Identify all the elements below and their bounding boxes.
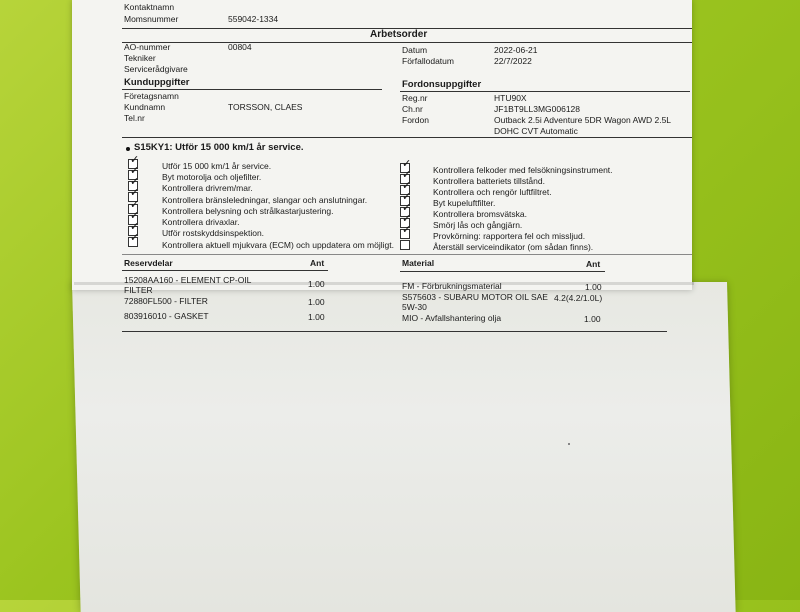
regnr-value: HTU90X (494, 93, 527, 103)
checklist-item: Provkörning: rapportera fel och misslјud. (433, 231, 586, 241)
kundnamn-value: TORSSON, CLAES (228, 102, 303, 112)
checklist-item: Kontrollera batteriets tillstånd. (433, 176, 545, 186)
material-name: S575603 - SUBARU MOTOR OIL SAE (402, 292, 548, 302)
part-name-cont: FILTER (124, 285, 153, 295)
chnr-value: JF1BT9LL3MG006128 (494, 104, 580, 114)
ao-nummer-label: AO-nummer (124, 42, 171, 52)
parts-right-header-rule (400, 271, 605, 272)
tekniker-label: Tekniker (124, 53, 156, 63)
title-rule-bottom (122, 42, 692, 43)
service-top-rule (122, 137, 692, 138)
parts-left-header-rule (122, 270, 328, 271)
material-header: Material (402, 258, 435, 268)
checklist-item: Utför rostskyddsinspektion. (162, 228, 265, 238)
fordon-label: Fordon (402, 115, 429, 125)
part-name: 803916010 - GASKET (124, 311, 209, 321)
regnr-label: Reg.nr (402, 93, 428, 103)
kundnamn-label: Kundnamn (124, 102, 166, 112)
checklist-item: Kontrollera drivrem/mar. (162, 183, 253, 193)
kontaktnamn-label: Kontaktnamn (124, 2, 175, 12)
parts-top-rule (122, 254, 692, 255)
part-qty: 1.00 (308, 279, 325, 289)
material-name: FM - Förbrukningsmaterial (402, 281, 502, 291)
material-qty: 4.2(4.2/1.0L) (554, 293, 603, 303)
checklist-item: Kontrollera belysning och strålkastarjustering. (162, 206, 334, 216)
material-ant-header: Ant (586, 259, 601, 269)
fordon-value-line1: Outback 2.5i Adventure 5DR Wagon AWD 2.5L (494, 115, 672, 125)
checklist-item: Kontrollera bränsleledningar, slangar och anslutningar. (162, 195, 368, 205)
foretagsnamn-label: Företagsnamn (124, 91, 179, 101)
material-name-cont: 5W-30 (402, 302, 427, 312)
paper-speck (568, 443, 570, 445)
momsnummer-value: 559042-1334 (228, 14, 279, 24)
fordon-value-line2: DOHC CVT Automatic (494, 126, 578, 136)
checklist-item: Smörj lås och gångjärn. (433, 220, 523, 230)
fordonsuppgifter-heading: Fordonsuppgifter (402, 79, 482, 90)
momsnummer-label: Momsnummer (124, 14, 179, 24)
servicerad-label: Servicerådgivare (124, 64, 188, 74)
checklist-item: Utför 15 000 km/1 år service. (162, 161, 272, 171)
checklist-item: Byt motorolja och oljefilter. (162, 172, 262, 182)
reservdelar-header: Reservdelar (124, 258, 173, 268)
checklist-item: Byt kupeluftfilter. (433, 198, 496, 208)
telnr-label: Tel.nr (124, 113, 145, 123)
checklist-item: Återställ serviceindikator (om sådan finns). (433, 242, 594, 252)
checklist-item: Kontrollera felkoder med felsökningsinstrument. (433, 165, 613, 175)
kunduppgifter-heading: Kunduppgifter (124, 77, 190, 88)
checkbox-icon (400, 229, 410, 239)
reservdelar-ant-header: Ant (310, 258, 325, 268)
material-qty: 1.00 (585, 282, 602, 292)
customer-heading-rule (122, 89, 382, 90)
material-qty: 1.00 (584, 314, 601, 324)
part-qty: 1.00 (308, 297, 325, 307)
part-name: 15208AA160 - ELEMENT CP-OIL (124, 275, 252, 285)
checklist-item: Kontrollera aktuell mjukvara (ECM) och uppdatera om möjligt. (162, 240, 394, 250)
vehicle-heading-rule (400, 91, 690, 92)
part-name: 72880FL500 - FILTER (124, 296, 208, 306)
checklist-item: Kontrollera bromsvätska. (433, 209, 528, 219)
forfallodatum-label: Förfallodatum (402, 56, 454, 66)
checkbox-icon (128, 237, 138, 247)
page-title: Arbetsorder (370, 29, 428, 40)
checklist-item: Kontrollera och rengör luftfiltret. (433, 187, 552, 197)
work-order-document (72, 0, 692, 295)
ao-nummer-value: 00804 (228, 42, 252, 52)
service-title: S15KY1: Utför 15 000 km/1 år service. (134, 142, 304, 153)
datum-label: Datum (402, 45, 428, 55)
datum-value: 2022-06-21 (494, 45, 538, 55)
chnr-label: Ch.nr (402, 104, 423, 114)
material-name: MIO - Avfallshantering olja (402, 313, 502, 323)
checklist-item: Kontrollera drivaxlar. (162, 217, 240, 227)
parts-bottom-rule (122, 331, 667, 332)
forfallodatum-value: 22/7/2022 (494, 56, 532, 66)
checkbox-icon (400, 240, 410, 250)
part-qty: 1.00 (308, 312, 325, 322)
service-bullet (126, 147, 130, 151)
